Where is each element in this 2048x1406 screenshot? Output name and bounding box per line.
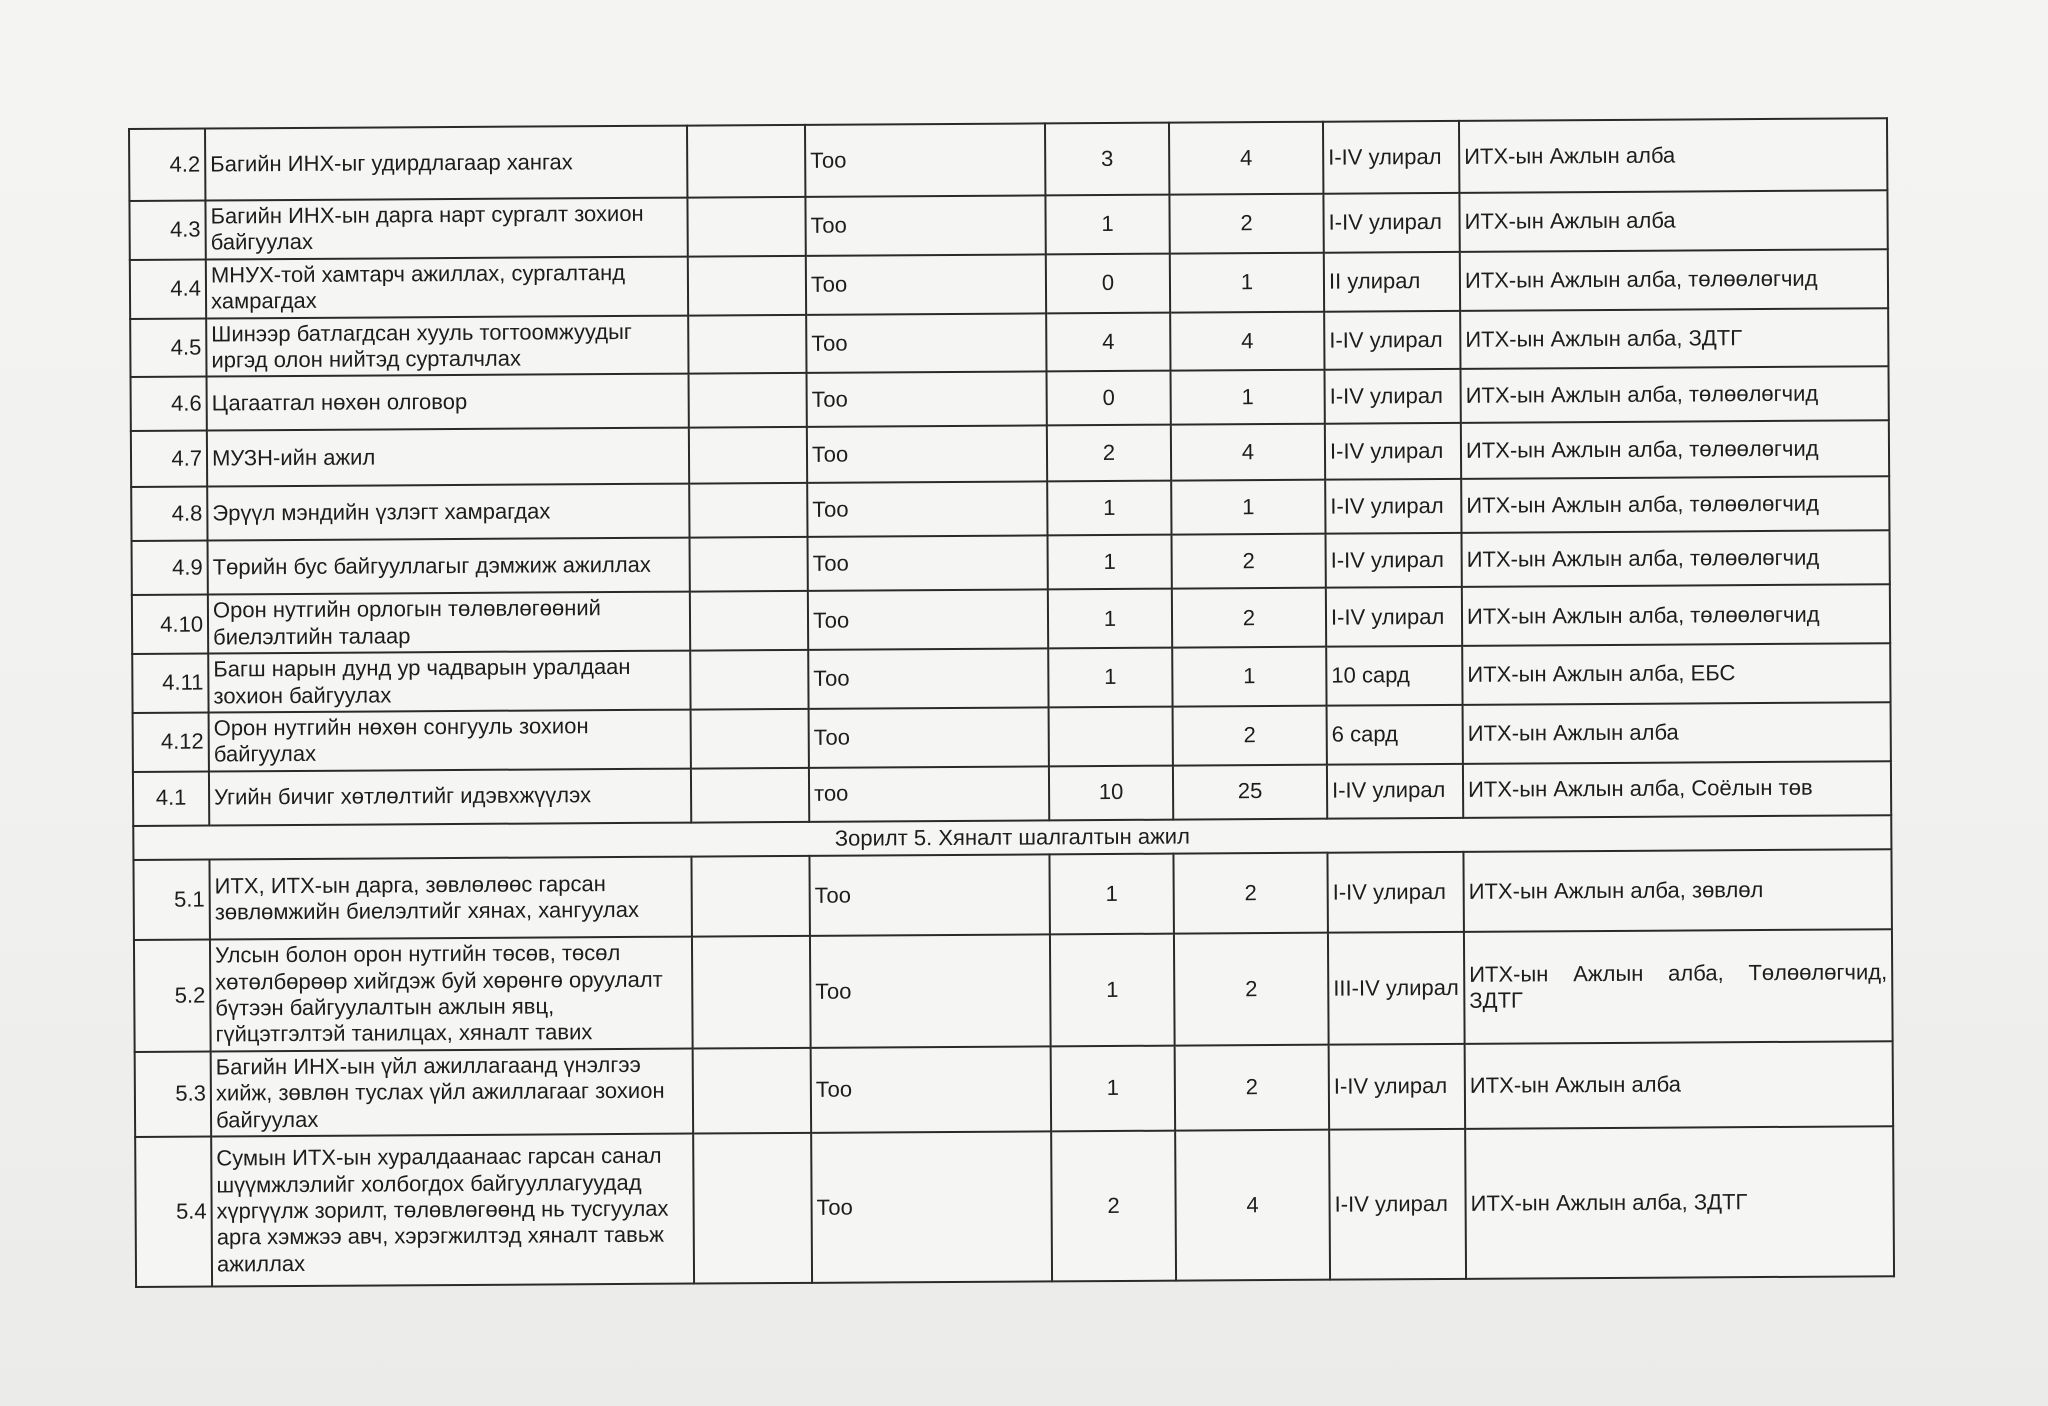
table-row [130,249,1888,319]
row-unit: Тоо [809,707,1049,767]
row-activity: Орон нутгийн орлогын төлөвлөгөөний биелэлтийн талаар [208,592,690,654]
table-row [133,849,1891,940]
row-blank [691,856,809,937]
row-number: 4.8 [131,487,207,541]
table-section-5 [133,849,1894,1287]
row-period: 10 сард [1326,646,1462,706]
row-activity: Багш нарын дунд ур чадварын уралдаан зохион байгуулах [208,651,690,713]
row-blank [687,197,805,257]
row-blank [688,256,806,316]
table-row [132,643,1890,713]
row-blank [690,650,808,710]
row-baseline [1049,707,1173,767]
row-number: 4.10 [132,595,208,654]
row-blank [690,537,808,592]
row-responsible: ИТХ-ын Ажлын алба, төлөөлөгчид [1462,531,1890,588]
row-responsible: ИТХ-ын Ажлын алба, төлөөлөгчид [1460,249,1888,310]
table-row [133,702,1891,772]
row-period: I-IV улирал [1323,193,1459,253]
row-responsible: ИТХ-ын Ажлын алба, Төлөөлөгчид, ЗДТГ [1464,929,1893,1044]
row-period: 6 сард [1327,705,1463,765]
row-number: 5.2 [134,940,211,1052]
row-period: II улирал [1324,252,1460,312]
section-title: Зорилт 5. Хяналт шалгалтын ажил [133,815,1891,860]
row-unit: Тоо [805,123,1045,196]
row-blank [690,591,808,651]
row-unit: Тоо [808,590,1048,650]
table-row [135,1041,1893,1137]
row-number: 4.3 [129,201,205,260]
row-period: I-IV улирал [1329,1044,1466,1130]
row-activity: Сумын ИТХ-ын хуралдаанаас гарсан санал шүүмжлэлийг холбогдох байгууллагуудад хүргүүлж зорилт, төлөвлөгөөнд нь тусгуулах арга хэмжээ авч, хэрэгжилтэд хяналт тавьж ажиллах [211,1134,694,1287]
row-target: 2 [1173,853,1327,934]
row-target: 4 [1170,311,1324,371]
row-blank [693,1133,812,1284]
row-unit: Тоо [807,372,1047,427]
row-period: I-IV улирал [1323,121,1459,194]
row-activity: Төрийн бус байгууллагыг дэмжиж ажиллах [208,538,690,595]
table-row [134,929,1893,1052]
row-activity: Орон нутгийн нөхөн сонгууль зохион байгуулах [209,709,691,771]
row-activity: Эрүүл мэндийн үзлэгт хамрагдах [207,484,689,541]
row-responsible: ИТХ-ын Ажлын алба, ЕБС [1462,643,1890,704]
row-baseline: 2 [1047,425,1171,482]
row-activity: Цагаатгал нөхөн олговор [207,374,689,431]
row-responsible: ИТХ-ын Ажлын алба, төлөөлөгчид [1461,421,1889,480]
table-row [129,118,1887,201]
row-period: I-IV улирал [1329,1129,1466,1280]
row-number: 4.4 [130,259,206,318]
row-unit: Тоо [806,313,1046,373]
row-period: I-IV улирал [1325,479,1461,534]
table-row [132,585,1890,655]
row-unit: Тоо [809,854,1049,935]
row-baseline: 1 [1051,1046,1176,1132]
row-blank [689,373,807,428]
row-activity: Багийн ИНХ-ыг удирдлагаар хангах [205,126,687,201]
row-period: I-IV улирал [1326,533,1462,588]
row-baseline: 1 [1049,854,1173,935]
row-target: 1 [1171,480,1325,535]
row-number: 4.1 [133,771,209,825]
row-activity: Шинээр батлагдсан хууль тогтоомжуудыг иргэд олон нийтэд сурталчлах [206,315,688,377]
row-responsible: ИТХ-ын Ажлын алба, төлөөлөгчид [1460,367,1888,424]
row-unit: Тоо [808,649,1048,709]
table-row [130,308,1888,378]
row-blank [689,483,807,538]
row-target: 1 [1171,370,1325,425]
row-baseline: 1 [1045,195,1169,255]
row-blank [691,768,809,823]
row-unit: Тоо [811,1046,1052,1133]
row-number: 4.6 [131,377,207,431]
row-target: 2 [1175,1045,1330,1131]
row-baseline: 2 [1051,1131,1176,1282]
table-row [135,1126,1894,1287]
row-activity: Угийн бичиг хөтлөлтийг идэвхжүүлэх [209,768,691,825]
row-baseline: 1 [1048,589,1172,649]
row-period: I-IV улирал [1325,423,1461,480]
row-period: I-IV улирал [1326,587,1462,647]
row-number: 4.5 [130,318,206,377]
row-blank [687,125,805,198]
row-unit: Тоо [808,536,1048,591]
row-baseline: 1 [1048,535,1172,590]
row-activity: МНУХ-той хамтарч ажиллах, сургалтанд хамрагдах [206,256,688,318]
row-target: 4 [1171,424,1325,481]
row-responsible: ИТХ-ын Ажлын алба [1459,190,1887,251]
row-target: 2 [1173,706,1327,766]
row-period: I-IV улирал [1327,852,1463,933]
row-period: I-IV улирал [1324,310,1460,370]
row-responsible: ИТХ-ын Ажлын алба, зөвлөл [1463,849,1891,932]
row-activity: Багийн ИНХ-ын үйл ажиллагаанд үнэлгээ хийж, зөвлөн туслах үйл ажиллагааг зохион байгуулах [211,1049,694,1137]
row-target: 4 [1169,122,1323,195]
row-baseline: 3 [1045,123,1169,196]
row-blank [693,1048,812,1134]
row-baseline: 1 [1047,481,1171,536]
table-section-4 [129,118,1891,825]
row-unit: Тоо [805,195,1045,255]
row-blank [689,427,807,484]
row-blank [688,314,806,374]
row-target: 2 [1172,534,1326,589]
row-baseline: 1 [1048,648,1172,708]
row-responsible: ИТХ-ын Ажлын алба, ЗДТГ [1460,308,1888,369]
row-unit: Тоо [807,482,1047,537]
row-baseline: 0 [1046,253,1170,313]
row-target: 2 [1169,194,1323,254]
row-responsible: ИТХ-ын Ажлын алба, ЗДТГ [1465,1126,1894,1279]
row-number: 4.11 [132,654,208,713]
plan-table [128,117,1895,1288]
row-unit: Тоо [811,1132,1052,1283]
row-responsible: ИТХ-ын Ажлын алба [1459,118,1887,193]
row-responsible: ИТХ-ын Ажлын алба, төлөөлөгчид [1462,585,1890,646]
row-number: 4.12 [133,712,209,771]
row-period: III-IV улирал [1328,932,1465,1045]
row-target: 1 [1170,252,1324,312]
row-baseline: 1 [1050,934,1175,1047]
row-responsible: ИТХ-ын Ажлын алба, төлөөлөгчид [1461,477,1889,534]
row-responsible: ИТХ-ын Ажлын алба, Соёлын төв [1463,761,1891,818]
row-activity: Улсын болон орон нутгийн төсөв, төсөл хөтөлбөрөөр хийгдэж буй хөрөнгө оруулалт бүтээн байгуулалтын ажлын явц, гүйцэтгэлтэй танилцах, хяналт тавих [210,937,693,1052]
row-target: 1 [1172,647,1326,707]
row-unit: тоо [809,766,1049,821]
row-baseline: 0 [1047,371,1171,426]
row-activity: МУЗН-ийн ажил [207,428,689,487]
row-target: 25 [1173,764,1327,819]
row-activity: Багийн ИНХ-ын дарга нарт сургалт зохион байгуулах [205,198,687,260]
row-number: 4.7 [131,431,207,487]
row-number: 4.2 [129,129,205,201]
row-unit: Тоо [807,426,1047,483]
row-baseline: 10 [1049,765,1173,820]
row-target: 4 [1175,1130,1330,1281]
row-number: 5.3 [135,1052,212,1138]
row-target: 2 [1174,933,1329,1046]
row-number: 4.9 [132,541,208,595]
row-responsible: ИТХ-ын Ажлын алба [1465,1041,1894,1129]
row-blank [691,709,809,769]
row-number: 5.4 [135,1137,212,1287]
row-activity: ИТХ, ИТХ-ын дарга, зөвлөлөөс гарсан зөвлөмжийн биелэлтийг хянах, хангуулах [209,857,691,940]
row-unit: Тоо [806,254,1046,314]
table-row [129,190,1887,260]
row-unit: Тоо [810,934,1051,1047]
row-period: I-IV улирал [1327,764,1463,819]
row-responsible: ИТХ-ын Ажлын алба [1463,702,1891,763]
row-period: I-IV улирал [1325,369,1461,424]
row-baseline: 4 [1046,312,1170,372]
row-target: 2 [1172,588,1326,648]
row-blank [692,936,811,1049]
row-number: 5.1 [133,860,209,940]
